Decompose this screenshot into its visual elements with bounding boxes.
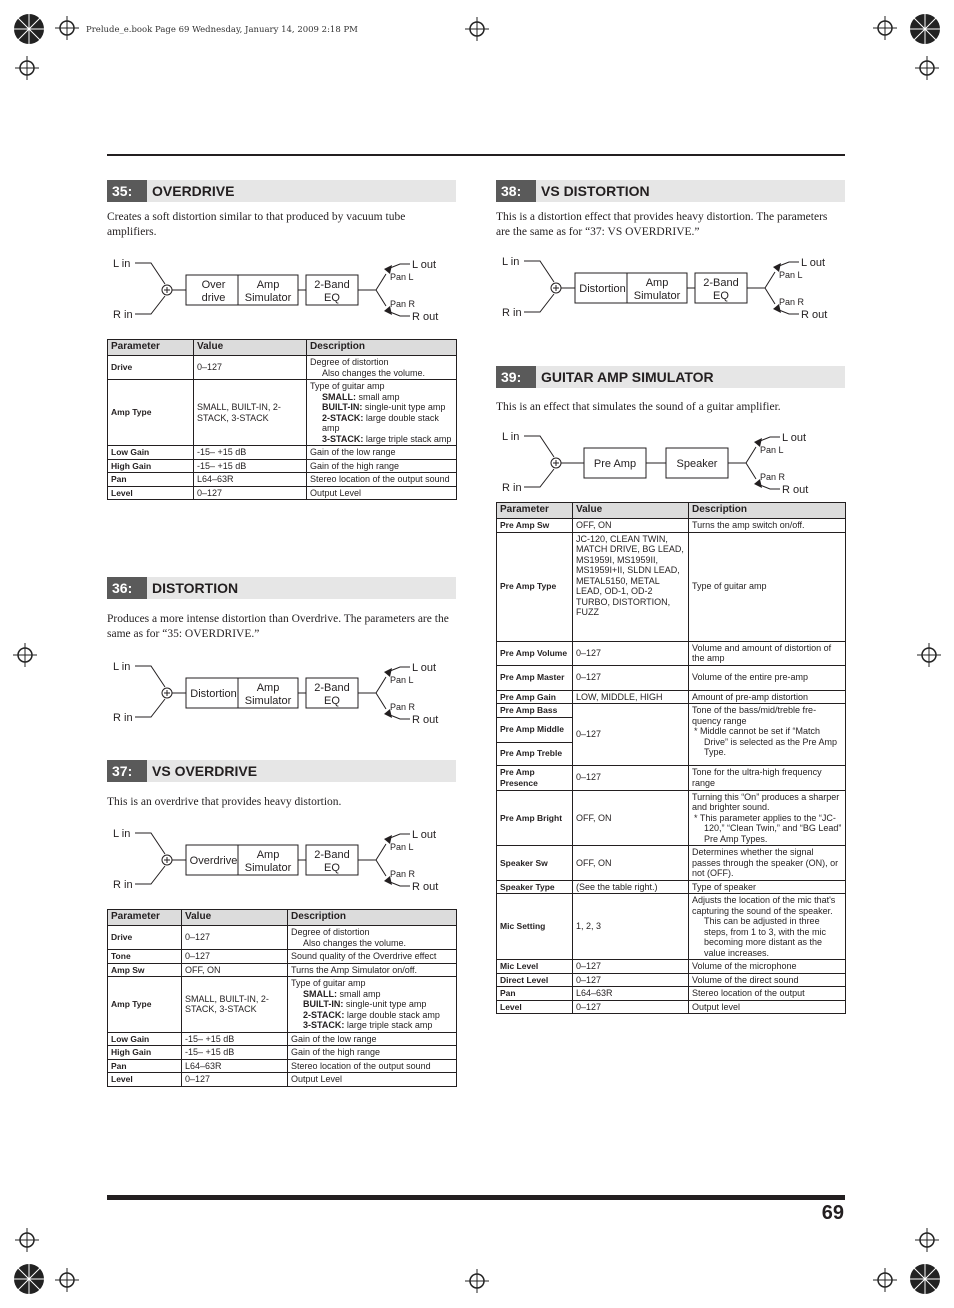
l-out-line — [390, 834, 410, 838]
pan-l-label: Pan L — [760, 445, 784, 455]
l-in-label: L in — [113, 661, 131, 673]
l-in-label: L in — [502, 256, 520, 268]
parameter-value: 0–127 — [194, 486, 307, 500]
section-title: GUITAR AMP SIMULATOR — [541, 369, 714, 385]
effect-block-label-line: 2-Band — [314, 279, 350, 291]
option-text: small amp — [339, 988, 381, 999]
column-header: Value — [194, 340, 307, 356]
description-text: Also changes the volume. — [322, 367, 426, 378]
parameter-name: Drive — [108, 926, 182, 950]
r-out-label: R out — [412, 881, 439, 893]
parameter-name: Pan — [497, 987, 573, 1001]
pan-r-label: Pan R — [779, 297, 805, 307]
parameter-name: High Gain — [108, 1046, 182, 1060]
l-out-label: L out — [412, 829, 437, 841]
description-text: This can be adjusted in three steps, from 1 to 3, with the mic becoming more distant as the value increases. — [704, 916, 827, 958]
parameter-description: Volume of the entire pre-amp — [689, 665, 846, 690]
parameter-description — [307, 459, 457, 473]
description-text: Tone of the bass/mid/treble fre-quency range — [692, 705, 817, 726]
effect-block-label: Overdrive — [189, 855, 238, 867]
r-out-line — [390, 715, 410, 719]
effect-block-label-line: Simulator — [633, 290, 681, 302]
parameter-name: Pan — [108, 1059, 182, 1073]
effect-block-label-line: 2-Band — [703, 277, 739, 289]
parameter-value: 0–127 — [573, 665, 689, 690]
parameter-name: Pan — [108, 473, 194, 487]
signal-flow-diagram — [496, 250, 845, 326]
effect-block-label-line: EQ — [324, 292, 340, 304]
effect-block-label-line: EQ — [713, 290, 729, 302]
amp-type-option — [291, 1010, 453, 1021]
parameter-name: Pre Amp Middle — [497, 717, 573, 742]
option-key: 3-STACK: — [322, 433, 364, 444]
table-row — [108, 950, 457, 964]
table-row — [497, 846, 846, 881]
parameter-description — [288, 1032, 457, 1046]
table-row — [497, 1000, 846, 1014]
registration-mark-right-middle — [914, 640, 944, 670]
description-text: Degree of distortion — [291, 927, 370, 937]
top-rule — [107, 154, 845, 156]
registration-mark-top-left — [0, 0, 90, 90]
parameter-value: JC-120, CLEAN TWIN, MATCH DRIVE, BG LEAD, MS1959I, MS1959II, MS1959I+II, SLDN LEAD, METAL5150, METAL LEAD, OD-1, OD-2 TURBO, DISTORTION, FUZZ — [573, 532, 689, 641]
option-text: large triple stack amp — [346, 1020, 433, 1030]
description-text: Turning this “On” produces a sharper and brighter sound. — [692, 791, 840, 812]
amp-type-option — [310, 392, 453, 403]
l-out-line — [760, 437, 780, 441]
pan-l-label: Pan L — [390, 675, 414, 685]
section-header-overdrive — [107, 180, 456, 202]
parameter-name: Pre Amp Sw — [497, 519, 573, 533]
option-text: large double stack amp — [346, 1009, 440, 1020]
amp-type-option — [310, 402, 453, 413]
parameter-description — [307, 446, 457, 460]
amp-type-option — [291, 1020, 453, 1031]
column-header: Parameter — [497, 503, 573, 519]
table-row — [497, 960, 846, 974]
l-out-line — [390, 264, 410, 268]
column-header: Parameter — [108, 340, 194, 356]
page-number: 69 — [821, 1202, 844, 1224]
description-text: Gain of the high range — [291, 1047, 381, 1057]
table-row — [497, 665, 846, 690]
effect-block-label-line: Amp — [256, 682, 280, 694]
table-row — [108, 446, 457, 460]
description-text: Gain of the low range — [291, 1033, 377, 1044]
l-out-label: L out — [782, 432, 807, 444]
parameter-value: 0–127 — [573, 704, 689, 766]
pan-r-label: Pan R — [390, 869, 416, 879]
section-title: VS OVERDRIVE — [152, 763, 258, 779]
option-key: SMALL: — [303, 988, 337, 999]
parameter-name: Mic Level — [497, 960, 573, 974]
section-title: DISTORTION — [152, 580, 239, 596]
effect-block-label-line: Amp — [645, 277, 669, 289]
r-in-label: R in — [502, 307, 522, 319]
description-text: Turns the Amp Simulator on/off. — [291, 964, 418, 975]
r-out-label: R out — [801, 309, 828, 321]
section-description: This is a distortion effect that provides heavy distortion. The parameters are the same as for “37: VS OVERDRIVE.” — [496, 211, 828, 238]
table-row — [497, 641, 846, 665]
parameter-description — [288, 950, 457, 964]
parameter-description — [288, 1073, 457, 1087]
option-text: large triple stack amp — [365, 433, 452, 444]
l-in-line — [135, 833, 165, 854]
r-out-label: R out — [412, 714, 439, 726]
parameter-name: Direct Level — [497, 973, 573, 987]
parameter-value: (See the table right.) — [573, 880, 689, 894]
table-row — [497, 790, 846, 846]
effect-block-label-line: EQ — [324, 695, 340, 707]
parameter-description: Turns the amp switch on/off. — [689, 519, 846, 533]
parameter-value: -15– +15 dB — [182, 1046, 288, 1060]
table-row — [108, 1046, 457, 1060]
parameter-description: Volume of the microphone — [689, 960, 846, 974]
description-text: Type of guitar amp — [310, 381, 385, 391]
parameter-description — [689, 790, 846, 846]
output-split — [746, 447, 756, 479]
parameter-value: -15– +15 dB — [182, 1032, 288, 1046]
parameter-value: OFF, ON — [573, 519, 689, 533]
l-in-line — [524, 436, 554, 457]
r-in-line — [135, 296, 165, 314]
effect-block-label — [202, 279, 226, 304]
r-in-line — [135, 699, 165, 717]
l-out-line — [390, 667, 410, 671]
parameter-name: Mic Setting — [497, 894, 573, 960]
parameter-description — [307, 356, 457, 380]
signal-flow-diagram — [107, 655, 456, 731]
parameter-name: Level — [497, 1000, 573, 1014]
pan-r-label: Pan R — [760, 472, 786, 482]
table-row — [108, 486, 457, 500]
table-row — [108, 459, 457, 473]
bottom-rule — [107, 1195, 845, 1200]
effect-block-label-line: Amp — [256, 279, 280, 291]
option-key: BUILT-IN: — [322, 402, 363, 412]
r-out-label: R out — [412, 311, 439, 323]
description-text: Also changes the volume. — [303, 937, 407, 948]
section-title: VS DISTORTION — [541, 183, 650, 199]
parameter-name: Tone — [108, 950, 182, 964]
r-in-label: R in — [113, 712, 133, 724]
section-number: 38: — [496, 180, 536, 202]
parameter-value: 0–127 — [182, 926, 288, 950]
table-row — [108, 963, 457, 977]
registration-mark-top-center — [462, 14, 492, 44]
parameter-description — [288, 963, 457, 977]
parameter-name: Amp Sw — [108, 963, 182, 977]
parameter-value: 0–127 — [182, 950, 288, 964]
l-in-label: L in — [113, 258, 131, 270]
parameter-name: Pre Amp Gain — [497, 690, 573, 704]
effect-block-label: Distortion — [190, 688, 237, 700]
section-header-distortion — [107, 577, 456, 599]
table-row — [108, 1032, 457, 1046]
pan-l-label: Pan L — [779, 270, 803, 280]
description-text: Output Level — [291, 1074, 343, 1084]
section-header-vs-distortion — [496, 180, 845, 202]
table-row — [108, 473, 457, 487]
description-note: * Middle cannot be set if “Match Drive” is selected as the Pre Amp Type. — [694, 726, 838, 757]
l-out-label: L out — [412, 259, 437, 271]
parameter-description: Tone for the ultra-high frequency range — [689, 765, 846, 790]
description-text: Sound quality of the Overdrive effect — [291, 951, 437, 961]
parameter-name: Pre Amp Volume — [497, 641, 573, 665]
r-in-line — [524, 469, 554, 487]
pan-l-label: Pan L — [390, 272, 414, 282]
l-in-label: L in — [502, 431, 520, 443]
description-text: Gain of the high range — [310, 460, 400, 471]
parameter-description: Output level — [689, 1000, 846, 1014]
table-row — [108, 926, 457, 950]
effect-block-label-line: Simulator — [244, 862, 292, 874]
r-out-line — [390, 312, 410, 316]
l-in-line — [135, 263, 165, 284]
option-text: large double stack amp — [322, 412, 439, 433]
amp-type-option — [310, 413, 453, 434]
parameter-name: Drive — [108, 356, 194, 380]
parameter-name: Pre Amp Type — [497, 532, 573, 641]
table-row — [108, 356, 457, 380]
parameter-table-overdrive — [107, 339, 457, 500]
parameter-value: 0–127 — [573, 1000, 689, 1014]
parameter-value: 0–127 — [573, 641, 689, 665]
pan-l-label: Pan L — [390, 842, 414, 852]
description-text: Stereo location of the output sound — [291, 1060, 431, 1071]
table-row — [497, 519, 846, 533]
parameter-name: Amp Type — [108, 977, 182, 1033]
parameter-value: 1, 2, 3 — [573, 894, 689, 960]
l-in-label: L in — [113, 828, 131, 840]
parameter-description — [288, 1046, 457, 1060]
section-number: 35: — [107, 180, 147, 202]
parameter-name: Pre Amp Bright — [497, 790, 573, 846]
table-row — [497, 765, 846, 790]
parameter-name: Low Gain — [108, 446, 194, 460]
column-header: Value — [573, 503, 689, 519]
parameter-description — [307, 486, 457, 500]
parameter-name: Level — [108, 1073, 182, 1087]
l-out-label: L out — [412, 662, 437, 674]
parameter-name: Speaker Type — [497, 880, 573, 894]
parameter-description: Volume and amount of distortion of the amp — [689, 641, 846, 665]
option-text: small amp — [358, 391, 400, 402]
parameter-name: Low Gain — [108, 1032, 182, 1046]
column-header: Description — [689, 503, 846, 519]
parameter-value: L64–63R — [573, 987, 689, 1001]
r-out-line — [779, 310, 799, 314]
section-number: 39: — [496, 366, 536, 388]
signal-flow-diagram — [107, 822, 456, 898]
parameter-value: SMALL, BUILT-IN, 2-STACK, 3-STACK — [182, 977, 288, 1033]
parameter-value: -15– +15 dB — [194, 446, 307, 460]
parameter-value: OFF, ON — [573, 790, 689, 846]
parameter-name: Pre Amp Treble — [497, 742, 573, 765]
table-row — [497, 973, 846, 987]
registration-mark-bottom-right — [864, 1218, 954, 1308]
print-header: Prelude_e.book Page 69 Wednesday, January 14, 2009 2:18 PM — [86, 25, 358, 35]
table-row — [497, 704, 846, 718]
l-in-line — [135, 666, 165, 687]
section-description: Produces a more intense distortion than Overdrive. The parameters are the same as for “35: OVERDRIVE.” — [107, 613, 449, 640]
registration-mark-left-middle — [10, 640, 40, 670]
r-out-label: R out — [782, 484, 809, 496]
pan-r-label: Pan R — [390, 702, 416, 712]
description-text: Adjusts the location of the mic that's capturing the sound of the speaker. — [692, 895, 836, 916]
r-in-line — [524, 294, 554, 312]
description-text: Gain of the low range — [310, 447, 396, 457]
option-text: single-unit type amp — [364, 402, 446, 412]
description-note: * This parameter applies to the “JC-120,” “Clean Twin,” and “BG Lead” Pre Amp Types. — [694, 812, 842, 844]
effect-block-label-line: Over — [201, 279, 226, 291]
registration-mark-bottom-left — [0, 1218, 90, 1308]
description-text: Stereo location of the output sound — [310, 474, 450, 484]
effect-block-label-line: Amp — [256, 849, 280, 861]
registration-mark-bottom-center — [462, 1266, 492, 1296]
parameter-value: OFF, ON — [182, 963, 288, 977]
section-description: This is an effect that simulates the sound of a guitar amplifier. — [496, 401, 781, 413]
l-out-line — [779, 262, 799, 266]
parameter-value: 0–127 — [573, 765, 689, 790]
option-key: BUILT-IN: — [303, 999, 344, 1009]
description-text: Type of guitar amp — [291, 978, 366, 988]
l-in-line — [524, 261, 554, 282]
table-row — [497, 532, 846, 641]
r-out-line — [390, 882, 410, 886]
effect-block-label-line: Simulator — [244, 292, 292, 304]
description-text: Degree of distortion — [310, 357, 389, 367]
parameter-value: OFF, ON — [573, 846, 689, 881]
r-out-line — [760, 485, 780, 489]
parameter-description: Volume of the direct sound — [689, 973, 846, 987]
output-split — [376, 677, 386, 709]
parameter-value: 0–127 — [194, 356, 307, 380]
parameter-name: Pre Amp Presence — [497, 765, 573, 790]
pan-r-label: Pan R — [390, 299, 416, 309]
parameter-value: 0–127 — [182, 1073, 288, 1087]
table-row — [108, 380, 457, 446]
parameter-description — [689, 704, 846, 766]
parameter-description: Amount of pre-amp distortion — [689, 690, 846, 704]
column-header: Description — [288, 910, 457, 926]
effect-block-label-line: Simulator — [244, 695, 292, 707]
table-row — [497, 987, 846, 1001]
section-description: This is an overdrive that provides heavy distortion. — [107, 796, 342, 808]
parameter-name: Speaker Sw — [497, 846, 573, 881]
l-out-label: L out — [801, 257, 826, 269]
table-row — [108, 1059, 457, 1073]
effect-block-label-line: 2-Band — [314, 682, 350, 694]
signal-flow-diagram — [107, 252, 456, 328]
table-row — [108, 977, 457, 1033]
section-title: OVERDRIVE — [152, 183, 235, 199]
parameter-name: Level — [108, 486, 194, 500]
parameter-value: L64–63R — [194, 473, 307, 487]
parameter-description: Type of speaker — [689, 880, 846, 894]
section-number: 37: — [107, 760, 147, 782]
parameter-value: LOW, MIDDLE, HIGH — [573, 690, 689, 704]
amp-type-option — [291, 999, 453, 1010]
parameter-description — [288, 977, 457, 1033]
description-text: Output Level — [310, 487, 362, 498]
option-key: SMALL: — [322, 391, 356, 402]
parameter-description — [307, 380, 457, 446]
effect-block-label: Distortion — [579, 283, 626, 295]
effect-block-label: Speaker — [676, 458, 718, 470]
signal-flow-diagram — [496, 425, 845, 501]
r-in-label: R in — [502, 482, 522, 494]
output-split — [765, 272, 775, 304]
parameter-description — [288, 926, 457, 950]
table-row — [497, 880, 846, 894]
option-text: single-unit type amp — [345, 999, 427, 1009]
column-header: Parameter — [108, 910, 182, 926]
parameter-name: Pre Amp Master — [497, 665, 573, 690]
option-key: 2-STACK: — [322, 412, 364, 423]
r-in-label: R in — [113, 879, 133, 891]
output-split — [376, 844, 386, 876]
section-number: 36: — [107, 577, 147, 599]
column-header: Description — [307, 340, 457, 356]
amp-type-option — [310, 434, 453, 445]
table-row — [497, 894, 846, 960]
parameter-value: -15– +15 dB — [194, 459, 307, 473]
r-in-label: R in — [113, 309, 133, 321]
parameter-description: Type of guitar amp — [689, 532, 846, 641]
parameter-description — [288, 1059, 457, 1073]
parameter-value: 0–127 — [573, 960, 689, 974]
effect-block-label-line: drive — [201, 292, 226, 304]
table-row — [108, 1073, 457, 1087]
r-in-line — [135, 866, 165, 884]
parameter-value: 0–127 — [573, 973, 689, 987]
parameter-value: L64–63R — [182, 1059, 288, 1073]
table-row — [497, 690, 846, 704]
registration-mark-top-right — [864, 0, 954, 90]
effect-block-label-line: EQ — [324, 862, 340, 874]
parameter-description: Stereo location of the output — [689, 987, 846, 1001]
parameter-table-guitar-amp-simulator — [496, 502, 846, 1014]
parameter-description — [307, 473, 457, 487]
parameter-description — [689, 894, 846, 960]
output-split — [376, 274, 386, 306]
parameter-value: SMALL, BUILT-IN, 2-STACK, 3-STACK — [194, 380, 307, 446]
option-key: 2-STACK: — [303, 1009, 345, 1020]
parameter-name: Pre Amp Bass — [497, 704, 573, 718]
parameter-description: Determines whether the signal passes through the speaker (ON), or not (OFF). — [689, 846, 846, 881]
effect-block-label: Pre Amp — [593, 458, 637, 470]
parameter-name: High Gain — [108, 459, 194, 473]
section-header-guitar-amp-simulator — [496, 366, 845, 388]
parameter-table-vs-overdrive — [107, 909, 457, 1087]
section-header-vs-overdrive — [107, 760, 456, 782]
column-header: Value — [182, 910, 288, 926]
section-description: Creates a soft distortion similar to that produced by vacuum tube amplifiers. — [107, 211, 406, 238]
option-key: 3-STACK: — [303, 1020, 345, 1030]
amp-type-option — [291, 989, 453, 1000]
parameter-name: Amp Type — [108, 380, 194, 446]
effect-block-label-line: 2-Band — [314, 849, 350, 861]
